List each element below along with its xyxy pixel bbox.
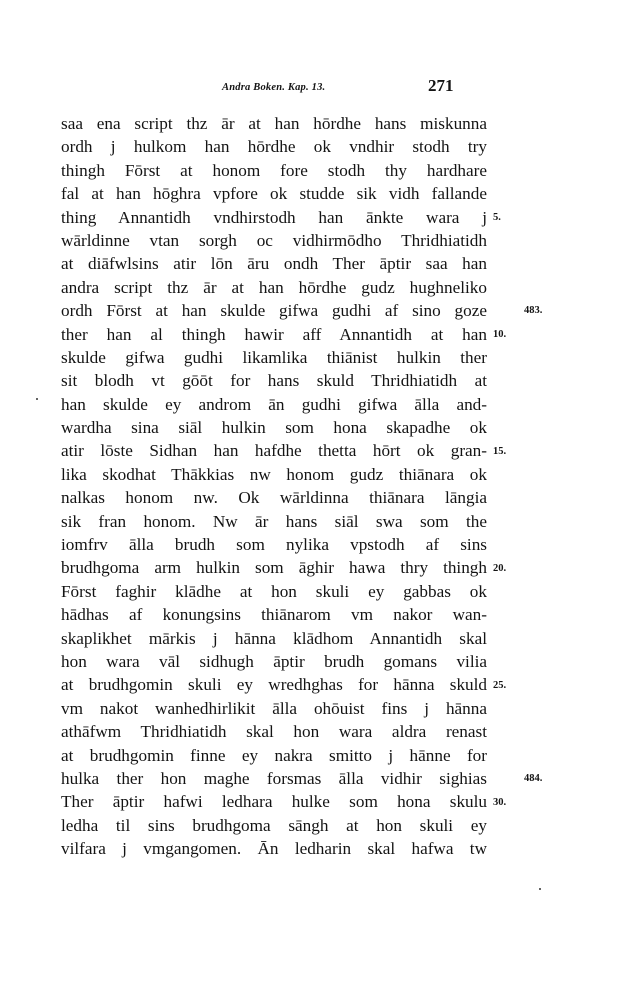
text-line: skulde gifwa gudhi likamlika thiānist hulkin ther <box>61 347 487 367</box>
body-text <box>61 112 487 861</box>
text-line: Fōrst faghir klādhe at hon skuli ey gabbas ok <box>61 581 487 601</box>
margin-note: 5. <box>493 211 501 223</box>
text-line: hādhas af konungsins thiānarom vm nakor wan- <box>61 605 487 625</box>
text-line: wārldinne vtan sorgh oc vidhirmōdho Thridhiatidh <box>61 230 487 250</box>
text-line: fal at han hōghra vpfore ok studde sik vidh fallande <box>61 184 487 204</box>
text-line: saa ena script thz ār at han hōrdhe hans miskunna <box>61 114 487 133</box>
text-line: thing Annantidh vndhirstodh han ānkte wara j <box>61 207 487 227</box>
text-line: nalkas honom nw. Ok wārldinna thiānara lāngia <box>61 488 487 508</box>
margin-note: 484. <box>524 773 543 785</box>
ink-speck <box>36 398 38 400</box>
text-line: ther han al thingh hawir aff Annantidh at han <box>61 324 487 344</box>
text-line: ledha til sins brudhgoma sāngh at hon skuli ey <box>61 815 487 835</box>
text-line: thingh Fōrst at honom fore stodh thy hardhare <box>61 160 487 180</box>
text-line: wardha sina siāl hulkin som hona skapadhe ok <box>61 418 487 438</box>
margin-note: 20. <box>493 562 507 574</box>
text-line: han skulde ey androm ān gudhi gifwa ālla and- <box>61 394 487 414</box>
margin-note: 25. <box>493 679 507 691</box>
page-number: 271 <box>428 76 454 95</box>
text-line: ordh j hulkom han hōrdhe ok vndhir stodh try <box>61 137 487 157</box>
margin-note: 483. <box>524 305 543 317</box>
text-line: vilfara j vmgangomen. Ān ledharin skal hafwa tw <box>61 839 487 859</box>
text-line: sit blodh vt gōōt for hans skuld Thridhiatidh at <box>61 371 487 391</box>
text-line: at brudhgomin skuli ey wredhghas for hānna skuld <box>61 675 487 695</box>
text-line: iomfrv ālla brudh som nylika vpstodh af sins <box>61 535 487 555</box>
text-line: sik fran honom. Nw ār hans siāl swa som the <box>61 511 487 531</box>
page-header <box>0 76 632 100</box>
text-line: ordh Fōrst at han skulde gifwa gudhi af sino goze <box>61 301 487 321</box>
text-line: atir lōste Sidhan han hafdhe thetta hōrt ok gran- <box>61 441 487 461</box>
text-line: lika skodhat Thākkias nw honom gudz thiānara ok <box>61 464 487 484</box>
text-line: athāfwm Thridhiatidh skal hon wara aldra renast <box>61 722 487 742</box>
margin-note: 15. <box>493 445 507 457</box>
text-line: brudhgoma arm hulkin som āghir hawa thry thingh <box>61 558 487 578</box>
text-line: hulka ther hon maghe forsmas ālla vidhir sighias <box>61 768 487 788</box>
margin-note: 10. <box>493 328 507 340</box>
text-line: vm nakot wanhedhirlikit ālla ohōuist fins j hānna <box>61 698 487 718</box>
ink-speck <box>539 888 541 890</box>
text-line: hon wara vāl sidhugh āptir brudh gomans vilia <box>61 651 487 671</box>
running-title: Andra Boken. Kap. 13. <box>222 82 326 93</box>
text-line: Ther āptir hafwi ledhara hulke som hona skulu <box>61 792 487 812</box>
text-line: at diāfwlsins atir lōn āru ondh Ther āptir saa han <box>61 254 487 274</box>
margin-note: 30. <box>493 796 507 808</box>
text-line: skaplikhet mārkis j hānna klādhom Annantidh skal <box>61 628 487 648</box>
text-line: at brudhgomin finne ey nakra smitto j hānne for <box>61 745 487 765</box>
text-line: andra script thz ār at han hōrdhe gudz hughneliko <box>61 277 487 297</box>
